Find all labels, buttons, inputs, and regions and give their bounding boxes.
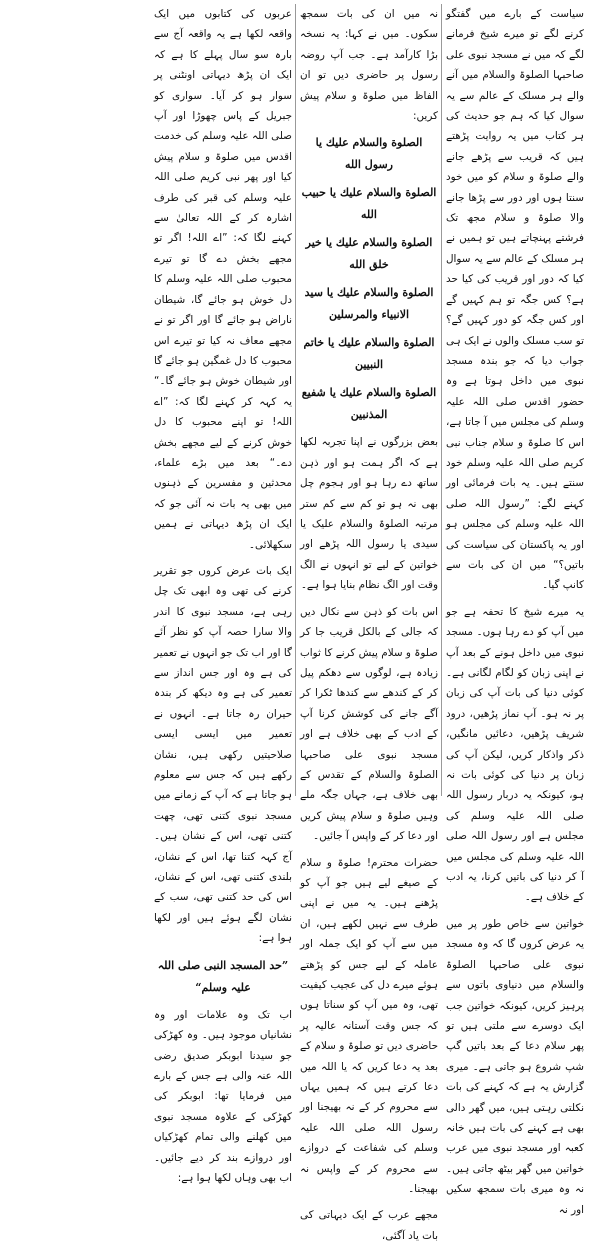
column-2-paragraph-1: نہ میں ان کی بات سمجھ سکوں۔ میں نے کہا: یہ نسخہ بڑا کارآمد ہے۔ جب آپ روضہ رسول پر حاضری دیں تو ان الفاظ میں صلوۃ و سلام پیش کریں:	[300, 8, 438, 123]
salutation-line-6: الصلوة والسلام عليك يا شفيع المذنبين	[301, 386, 437, 422]
column-2-paragraph-4: حضرات محترم! صلوۃ و سلام کے صیغے لیے ہیں جو آپ کو پڑھنے ہیں۔ یہ میں نے اپنی طرف سے نہیں لکھے ہیں، ان میں سے آپ کو ایک جملہ اور عاملہ کے لیے جس کو پڑھتے ہوئے میرے دل کی عجیب کیفیت تھی، وہ میں آپ کو سناتا ہوں کہ جس وقت آستانہ عالیہ پر حاضری دیں تو صلوۃ و سلام کے بعد یہ دعا کریں کہ یا اللہ میں دعا کرتے ہیں کہ ہمیں یہاں سے محروم کر کے نہ بھیجنا اور رسول اللہ صلی اللہ علیہ وسلم کی شفاعت کے دروازے سے محروم کر کے واپس نہ بھیجنا۔	[300, 856, 438, 1196]
column-1-paragraph-2: یہ میرے شیخ کا تحفہ ہے جو میں آپ کو دے رہا ہوں۔ مسجد نبوی میں داخل ہونے کے بعد آپ نے اپنی زبان کو لگام لگانی ہے۔ کوئی دنیا کی بات آپ کی زبان پر نہ ہو۔ آپ نماز پڑھیں، درود شریف پڑھیں، دعائیں مانگیں، ذکر واذکار کریں، لیکن آپ کی زبان پر دنیا کی کوئی بات نہ ہو، کیونکہ یہ دربار رسول اللہ صلی اللہ علیہ وسلم کی مجلس ہے اور رسول اللہ صلی اللہ علیہ وسلم کی مجلس میں آ کر دنیا کی باتیں کرنا، یہ ادب کے خلاف ہے۔	[446, 605, 584, 904]
newspaper-page	[6, 4, 584, 1242]
salutation-line-5: الصلوة والسلام عليك يا خاتم النبيين	[303, 336, 435, 372]
salutation-line-4: الصلوة والسلام عليك يا سيد الانبياء والمرسلين	[304, 286, 434, 322]
column-3-paragraph-2: ایک بات عرض کروں جو تقریر کرنے کی تھی وہ ابھی تک چل رہی ہے، مسجد نبوی کا اندر والا سارا حصہ آپ کو نظر آئے گا اور اب تک جو انہوں نے تعمیر کی ہے وہ اور جس انداز سے تعمیر کی ہے وہ دیکھ کر بندہ حیران رہ جاتا ہے۔ انہوں نے تعمیر میں ایسی ایسی صلاحیتیں رکھی ہیں، نشان رکھے ہیں کہ جس سے معلوم ہو جاتا ہے کہ آپ کے زمانے میں مسجد نبوی کتنی تھی، چھت کتنی تھی، اس کے نشان ہیں۔ آج کہہ کتنا تھا، اس کے نشان، بلندی کتنی تھی، اس کے نشان، اس کی حد کتنی تھی، سب کے نشان لگے ہوئے ہیں اور لکھا ہوا ہے:	[154, 564, 292, 945]
salutation-line-3: الصلوة والسلام عليك يا خير خلق الله	[305, 236, 433, 272]
salutation-line-1: الصلوة والسلام عليك يا رسول الله	[315, 136, 423, 172]
column-3	[154, 4, 292, 1184]
column-2-paragraph-3: اس بات کو ذہن سے نکال دیں کہ جالی کے بالکل قریب جا کر صلوۃ و سلام پیش کرنے کا ثواب زیادہ ہے، لوگوں سے دھکم پیل کر کے کندھے سے کندھا ٹکرا کر آگے جانے کی کوشش کرنا آپ کے ادب کے بھی خلاف ہے اور مسجد نبوی علی صاحبہا الصلوۃ والسلام کے تقدس کے بھی خلاف ہے، جہاں جگہ ملے وہیں صلوۃ و سلام پیش کریں اور دعا کر کے واپس آ جائیں۔	[300, 605, 438, 843]
column-2-paragraph-5: مجھے عرب کے ایک دیہاتی کی بات یاد آگئی،	[300, 1209, 438, 1242]
column-1-paragraph-3: خواتین سے خاص طور پر میں یہ عرض کروں گا کہ وہ مسجد نبوی علی صاحبہا الصلوۃ والسلام میں دنیاوی باتوں سے پرہیز کریں، کیونکہ خواتین جب ایک دوسرے سے ملتی ہیں تو پھر سلام دعا کے بعد باتیں گپ شپ شروع ہو جاتی ہے۔ میری گزارش یہ ہے کہ کہنے کی بات نکلتی رہتی ہیں، میں گھر دالی بھی ہے کہنے کی بات ہیں خانہ کعبہ اور مسجد نبوی میں عرب خواتین میں گھر بیٹھ جاتی ہیں۔ نہ وہ میری بات سمجھ سکیں اور نہ	[446, 917, 584, 1216]
quoted-inscription: ”حد المسجد النبی صلی اللہ علیہ وسلم“	[157, 958, 289, 994]
column-3-paragraph-3: اب تک وہ علامات اور وہ نشانیاں موجود ہیں۔ وہ کھڑکی جو سیدنا ابوبکر صدیق رضی اللہ عنہ والی ہے جس کے بارے میں فرمایا تھا: ابوبکر کی کھڑکی کے علاوہ مسجد نبوی میں کھلنے والی تمام کھڑکیاں اور دروازے بند کر دیے جائیں۔ اب بھی وہاں لکھا ہوا ہے:	[154, 1008, 292, 1184]
column-divider	[441, 4, 442, 796]
column-2	[300, 4, 438, 1242]
column-1	[446, 4, 584, 1216]
column-1-paragraph-1: سیاست کے بارے میں گفتگو کرنے لگے تو میرے شیخ فرمانے لگے کہ میں نے مسجد نبوی علی صاحبہا الصلوۃ والسلام میں آنے والے ہر مسلک کے عالم سے یہ سوال کیا کہ ہم جو حدیث کی ہر کتاب میں یہ روایت پڑھتے ہیں کہ قریب سے پڑھے جانے والے صلوۃ و سلام کو میں خود سنتا ہوں اور دور سے پڑھا جانے والا صلوۃ و سلام مجھ تک فرشتے پہنچاتے ہیں تو ہمیں نے ہر مسلک کے عالم سے یہ سوال کیا کہ دور اور قریب کی کیا حد ہے؟ کس جگہ تو ہم کہیں گے اور کس جگہ کو دور کہیں گے؟ تو سب مسلک والوں نے ایک ہی جواب دیا کہ جو بندہ مسجد نبوی میں داخل ہوتا ہے وہ حضور اقدس صلی اللہ علیہ وسلم کی مجلس میں آ جاتا ہے، اس کا صلوۃ و سلام جناب نبی کریم صلی اللہ علیہ وسلم خود سنتے ہیں۔ یہ بات فرمائی اور کہنے لگے: ”رسول اللہ صلی اللہ علیہ وسلم کی مجلس ہو اور یہ پاکستان کی سیاست کی باتیں؟“ میں ان کی بات سے کانپ گیا۔	[446, 8, 584, 592]
column-3-paragraph-1: عربوں کی کتابوں میں ایک واقعہ لکھا ہے یہ واقعہ آج سے بارہ سو سال پہلے کا ہے کہ ایک ان پڑھ دیہاتی اونٹنی پر سوار ہو کر آیا۔ سواری کو جبریل کے پاس چھوڑا اور آپ صلی اللہ علیہ وسلم کی خدمت اقدس میں صلوۃ و سلام پیش کیا اور پھر نبی کریم صلی اللہ علیہ وسلم کی قبر کی طرف اشارہ کر کے اللہ تعالیٰ سے کہنے لگا کہ: ”اے اللہ! اگر تو مجھے بخش دے گا تو تیرے محبوب صلی اللہ علیہ وسلم کا دل خوش ہو جائے گا، شیطان ناراض ہو جائے گا اور اگر تو نے مجھے معاف نہ کیا تو تیرے اس محبوب کا دل غمگین ہو جائے گا اور شیطان خوش ہو جائے گا۔“ یہ کہہ کر کہنے لگا کہ: ”اے اللہ! تو اپنے محبوب کا دل خوش کرنے کے لیے مجھے بخش دے۔“ بعد میں بڑے علماء، محدثین و مفسرین کے ذہنوں میں بھی یہ بات نہ آئی جو کہ ایک ان پڑھ دیہاتی نے ہمیں سکھلائی۔	[154, 8, 292, 551]
column-2-paragraph-2: بعض بزرگوں نے اپنا تجربہ لکھا ہے کہ اگر ہمت ہو اور ذہن ساتھ دے رہا ہو اور ہجوم چل بھی نہ ہو تو کم سے کم ستر مرتبہ الصلوۃ والسلام علیک یا سیدی یا رسول اللہ پڑھے اور خواتین کے لیے تو انہوں نے الگ وقت اور الگ نظام بنایا ہوا ہے۔	[300, 436, 438, 592]
salutation-line-2: الصلوة والسلام عليك يا حبيب الله	[301, 186, 437, 222]
column-divider	[295, 4, 296, 796]
